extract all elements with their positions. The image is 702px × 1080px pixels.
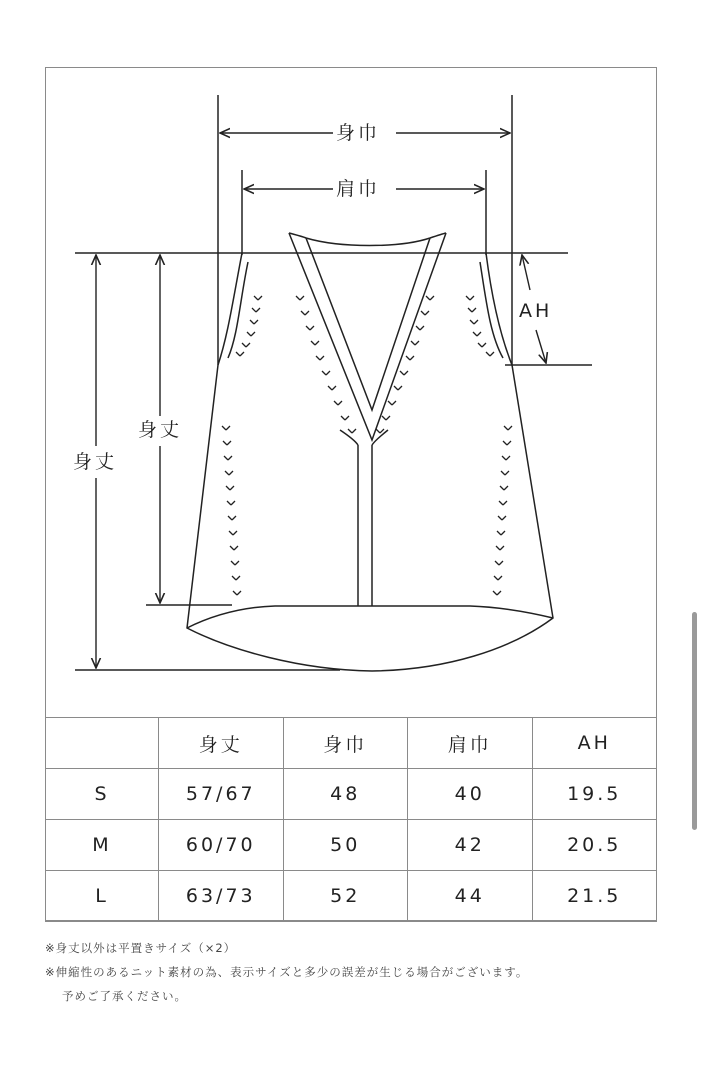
- shoulder-width-label: 肩巾: [336, 178, 381, 200]
- table-header-shoulder-width: 肩巾: [408, 718, 533, 769]
- shoulder-width-cell: 44: [408, 871, 533, 922]
- length-cell: 57/67: [159, 769, 284, 820]
- note-line-1: ※身丈以外は平置きサイズ（×2）: [45, 941, 237, 955]
- note-line-2: ※伸縮性のあるニット素材の為、表示サイズと多少の誤差が生じる場合がございます。: [45, 965, 529, 979]
- table-header-corner: [46, 718, 159, 769]
- body-width-cell: 52: [283, 871, 408, 922]
- armhole-label: AH: [519, 300, 553, 322]
- length-inner-label: 身丈: [138, 419, 183, 441]
- size-cell: M: [46, 820, 159, 871]
- vertical-scrollbar[interactable]: [692, 612, 697, 830]
- table-header-row: [46, 718, 657, 769]
- table-row: [46, 871, 657, 922]
- length-cell: 60/70: [159, 820, 284, 871]
- shoulder-width-cell: 42: [408, 820, 533, 871]
- size-table: [45, 717, 657, 922]
- notes: [45, 936, 685, 1008]
- size-cell: L: [46, 871, 159, 922]
- table-header-length: 身丈: [159, 718, 284, 769]
- table-header-body-width: 身巾: [283, 718, 408, 769]
- dimension-arrows: [96, 133, 546, 668]
- table-row: [46, 820, 657, 871]
- shoulder-width-cell: 40: [408, 769, 533, 820]
- table-row: [46, 769, 657, 820]
- length-cell: 63/73: [159, 871, 284, 922]
- length-outer-label: 身丈: [73, 451, 118, 473]
- stitch-decoration: [222, 296, 512, 595]
- armhole-cell: 19.5: [532, 769, 657, 820]
- armhole-cell: 20.5: [532, 820, 657, 871]
- size-cell: S: [46, 769, 159, 820]
- table-header-armhole: AH: [532, 718, 657, 769]
- note-line-3: 予めご了承ください。: [62, 989, 187, 1003]
- body-width-cell: 48: [283, 769, 408, 820]
- vest-outline: [75, 95, 592, 671]
- armhole-cell: 21.5: [532, 871, 657, 922]
- body-width-cell: 50: [283, 820, 408, 871]
- body-width-label: 身巾: [336, 122, 381, 144]
